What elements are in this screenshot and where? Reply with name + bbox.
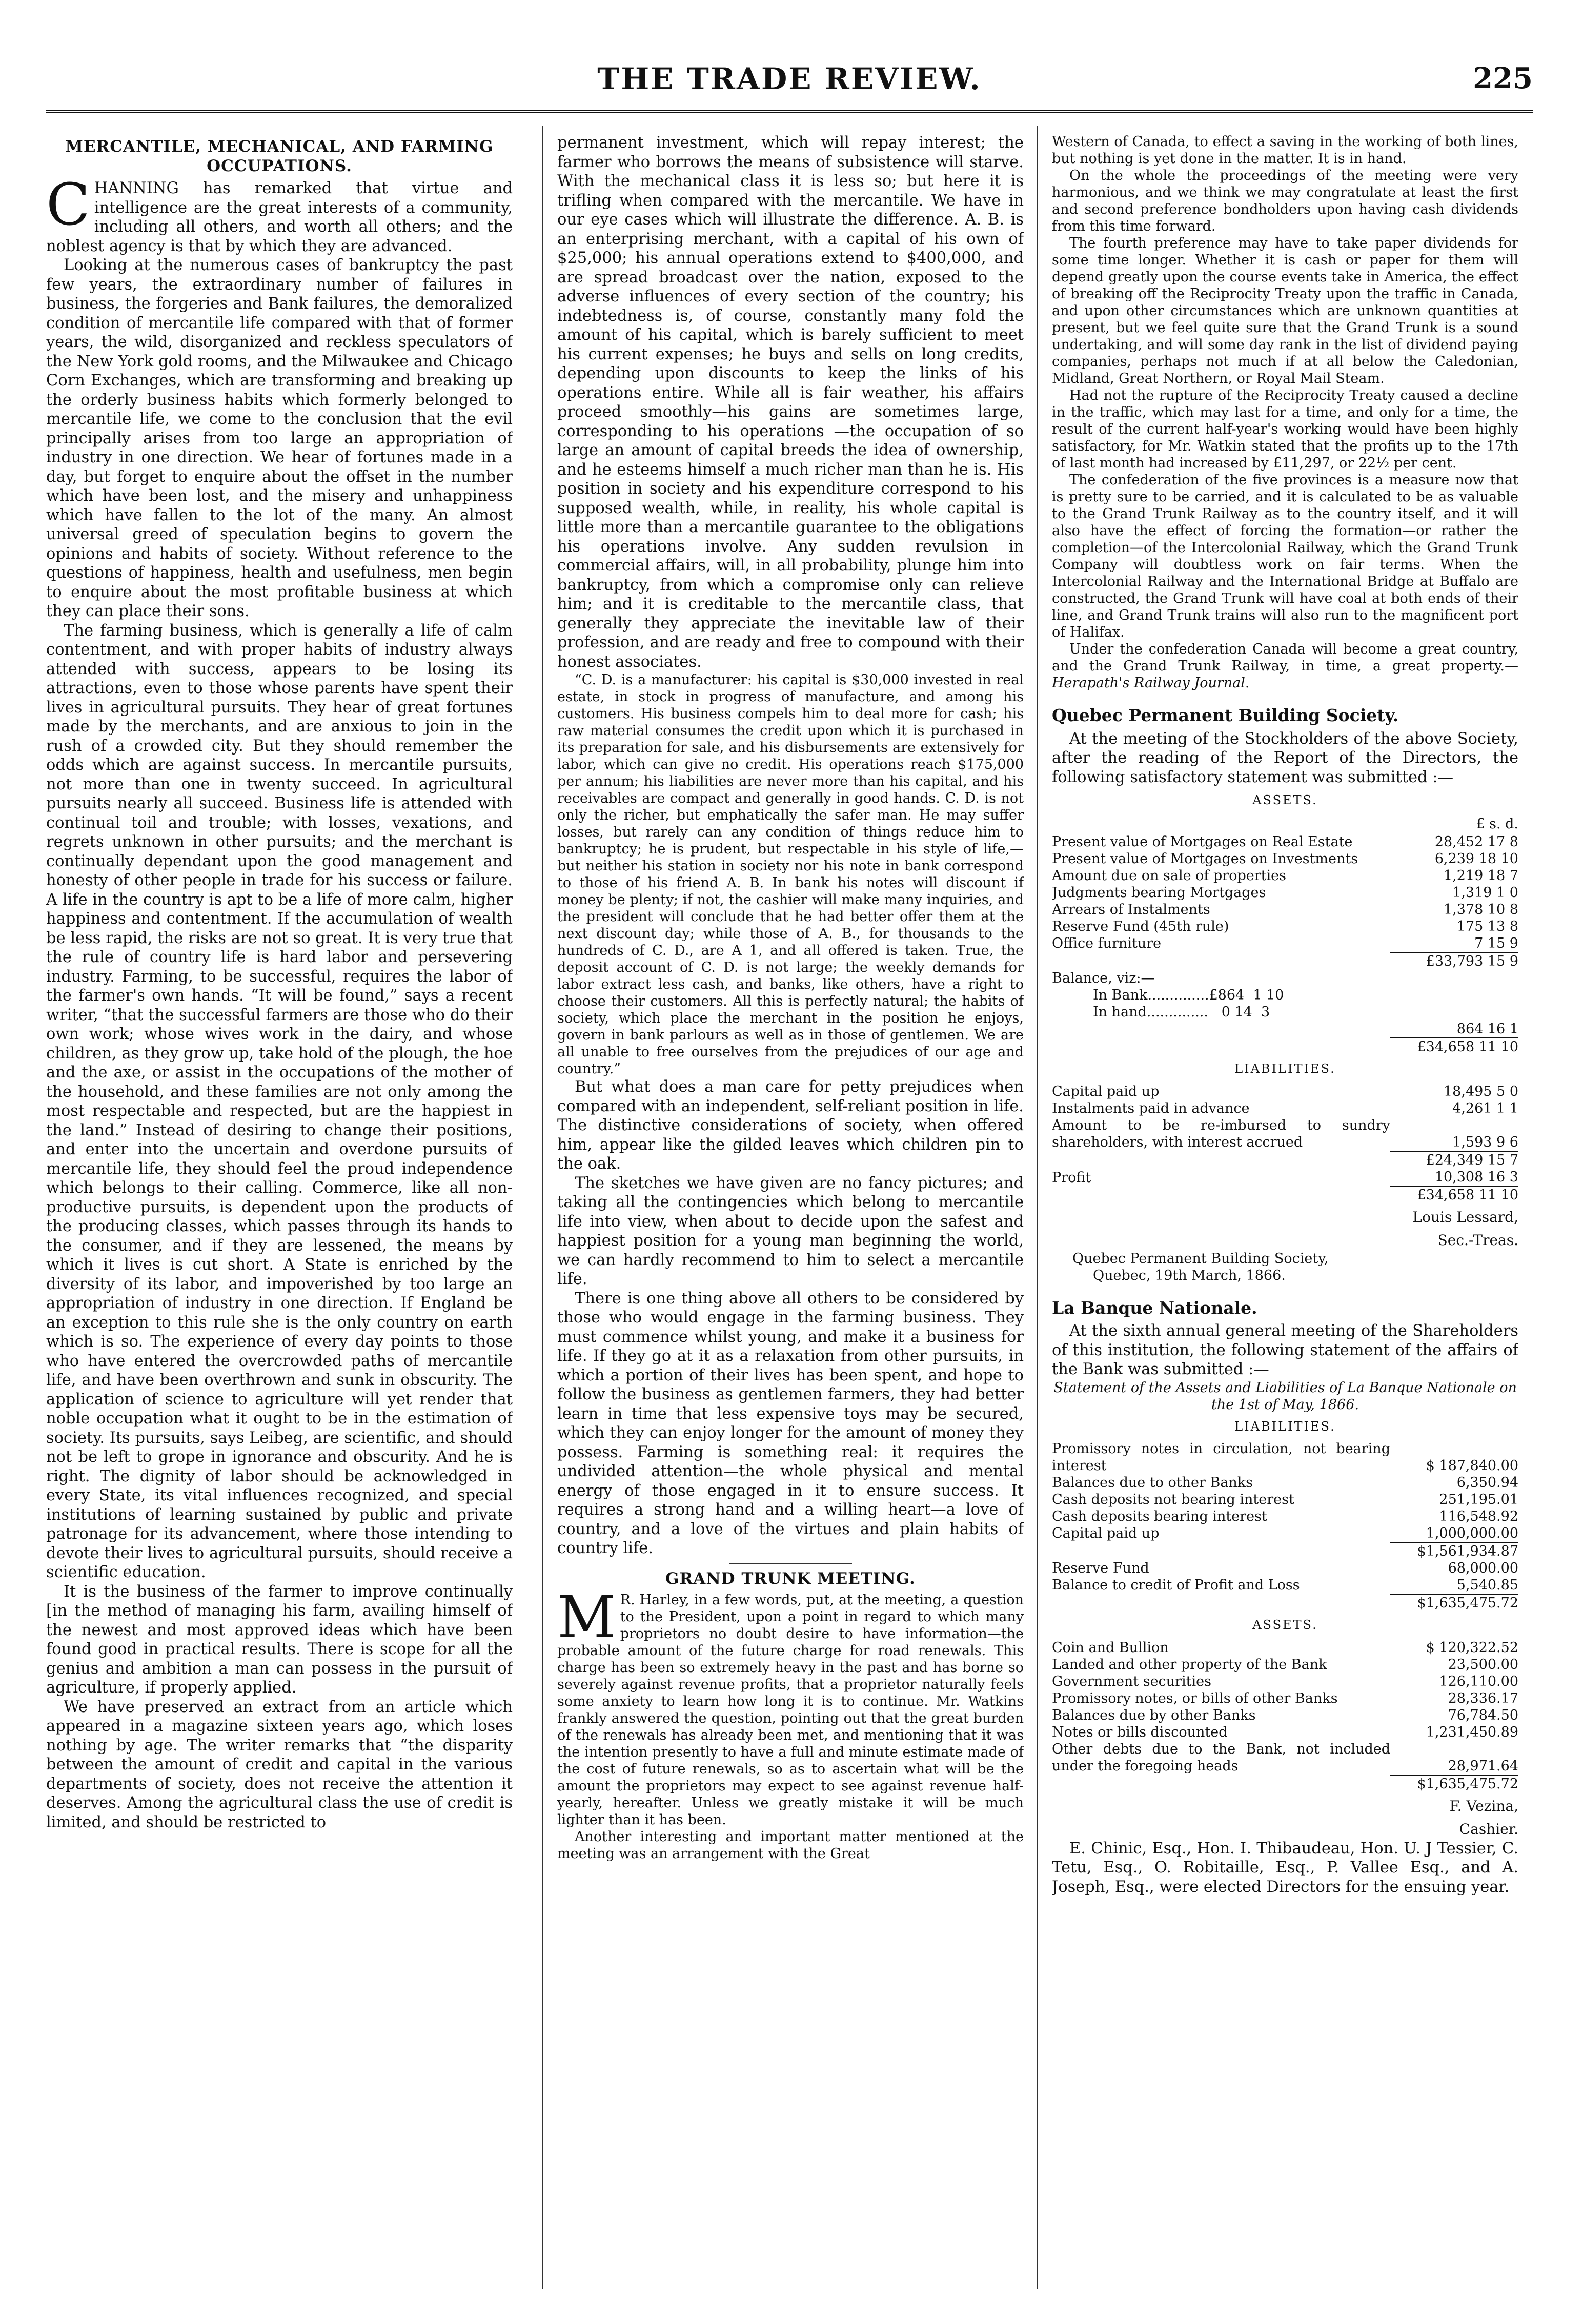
row-label: Balances due to other Banks bbox=[1052, 1475, 1253, 1491]
bn-asset-row bbox=[1052, 1639, 1518, 1656]
row-amount: 7 15 9 bbox=[1474, 935, 1518, 951]
column-divider bbox=[542, 126, 543, 2289]
article-heading: MERCANTILE, MECHANICAL, AND FARMING OCCUPATIONS. bbox=[65, 137, 494, 175]
drop-cap: C bbox=[46, 172, 90, 238]
currency-header: £ s. d. bbox=[1476, 816, 1518, 832]
article-paragraph: The fourth preference may have to take paper dividends for some time longer. Whether it is cash or paper for them will depend greatly upon the course events take in America, the effect of breaking off the Reciprocity Treaty upon the traffic in Canada, and upon other circumstances which are unknown quantities at present, but we feel quite sure that the Grand Trunk is a sound undertaking, and will some day rank in the list of dividend paying companies, perhaps not much if at all below the Caledonian, Midland, Great Northern, or Royal Mail Steam. bbox=[1052, 235, 1518, 386]
signature-name: Louis Lessard, bbox=[1412, 1208, 1518, 1226]
row-label: Balance to credit of Profit and Loss bbox=[1052, 1577, 1300, 1593]
balance-total: 864 16 1 bbox=[1456, 1021, 1518, 1037]
row-label: Reserve Fund bbox=[1052, 1560, 1149, 1576]
assets-total-table bbox=[1052, 952, 1518, 970]
row-amount: 175 13 8 bbox=[1456, 919, 1518, 934]
bn-asset-row bbox=[1052, 1690, 1518, 1707]
article-paragraph: permanent investment, which will repay interest; the farmer who borrows the means of subsistence will starve. With the mechanical class it is less so; but here it is trifling when compared with the mercantile. We have in our eye cases which will illustrate the difference. A. B. is an enterprising merchant, with a capital of his own of $25,000; his annual operations extend to $400,000, and are spread broadcast over the nation, exposed to the adverse influences of every section of the country; his indebtedness is, of course, constantly many fold the amount of his capital, which is barely sufficient to meet his current expenses; he buys and sells on long credits, depending upon discounts to keep the links of his operations entire. While all is fair weather, his affairs proceed smoothly—his gains are sometimes large, corresponding to his operations —the occupation of so large an amount of capital breeds the idea of ownership, and he esteems himself a much richer man than he is. His position in society and his expenditure correspond to his supposed wealth, while, in reality, his whole capital is little more than a mercantile guarantee to the obligations his operations involve. Any sudden revulsion in commercial affairs, will, in all probability, plunge him into bankruptcy, from which a compromise only can relieve him; and it is creditable to the mercantile class, that generally they appreciate the inevitable law of their profession, and are ready and free to compound with their honest associates. bbox=[557, 134, 1024, 671]
row-amount: 4,261 1 1 bbox=[1452, 1100, 1518, 1116]
liabilities-table bbox=[1052, 1083, 1518, 1151]
grand-total-assets: £34,658 11 10 bbox=[1390, 1038, 1518, 1055]
article-paragraph: Western of Canada, to effect a saving in the working of both lines, but nothing is yet done in the matter. It is in hand. bbox=[1052, 134, 1518, 167]
bn-assets-label: ASSETS. bbox=[1252, 1618, 1318, 1632]
asset-row bbox=[1052, 850, 1518, 867]
row-label: Other debts due to the Bank, not included under the foregoing heads bbox=[1052, 1741, 1390, 1774]
liability-row bbox=[1052, 1100, 1518, 1117]
article-paragraph: At the meeting of the Stockholders of the above Society, after the reading of the Report of the Directors, the following satisfactory statement was submitted :— bbox=[1052, 729, 1518, 786]
bn-liabilities-table-2 bbox=[1052, 1560, 1518, 1594]
drop-cap: M bbox=[557, 1584, 616, 1651]
section-heading: Quebec Permanent Building Society. bbox=[1052, 705, 1399, 725]
bn-liabilities-table bbox=[1052, 1440, 1518, 1542]
liabilities-label: LIABILITIES. bbox=[1234, 1062, 1336, 1076]
bn-assets-total: $1,635,475.72 bbox=[1390, 1775, 1518, 1792]
row-amount: 68,000.00 bbox=[1448, 1560, 1518, 1576]
bn-asset-row bbox=[1052, 1673, 1518, 1690]
row-amount: 126,110.00 bbox=[1439, 1673, 1518, 1689]
bn-asset-row bbox=[1052, 1741, 1518, 1775]
cashier-name: F. Vezina, bbox=[1449, 1797, 1518, 1815]
bn-asset-row bbox=[1052, 1724, 1518, 1741]
row-label: Office furniture bbox=[1052, 935, 1162, 951]
bn-liab-total: $1,635,475.72 bbox=[1390, 1594, 1518, 1612]
row-label: Arrears of Instalments bbox=[1052, 902, 1210, 918]
row-label: Cash deposits not bearing interest bbox=[1052, 1492, 1294, 1507]
row-amount: 116,548.92 bbox=[1439, 1508, 1518, 1524]
balance-in-hand: In hand.............. 0 14 3 bbox=[1093, 1004, 1270, 1020]
paragraph-text: R. Harley, in a few words, put, at the meeting, a question to the President, upon a point in regard to which many proprietors no doubt desire to have information—the probable amount of the future charge for road renewals. This charge has been so extremely heavy in the past and has borne so severely against revenue profits, that a proprietor naturally feels some anxiety to learn how long it is to continue. Mr. Watkins frankly answered the question, pointing out that the great burden of the renewals has already been met, and mentioning that it was the intention presently to have a full and minute estimate made of the cost of future renewals, so as to ascertain what will be the amount the proprietors may expect to see against revenue half-yearly, hereafter. Unless we greatly mistake it will be much lighter than it has been. bbox=[557, 1592, 1024, 1828]
balance-total-table bbox=[1052, 1021, 1518, 1055]
article-paragraph: There is one thing above all others to be considered by those who would engage in the farming business. They must commence whilst young, and make it a business for life. If they go at it as a relaxation from other pursuits, in which a portion of their lives has been spent, and hope to follow the business as gentlemen farmers, they had better learn in time that less expensive toys may be secured, which they can enjoy longer for the amount of money they possess. Farming is something real: it requires the undivided attention—the whole physical and mental energy of those engaged in it to ensure success. It requires a strong hand and a willing heart—a love of country, and a love of the virtues and plain habits of country life. bbox=[557, 1289, 1024, 1557]
signature-date: Quebec, 19th March, 1866. bbox=[1093, 1267, 1286, 1283]
bn-assets-total-table bbox=[1052, 1775, 1518, 1792]
row-amount: 76,784.50 bbox=[1448, 1707, 1518, 1723]
row-amount: 5,540.85 bbox=[1456, 1577, 1518, 1593]
signature-title: Sec.-Treas. bbox=[1437, 1232, 1518, 1249]
row-amount: 6,350.94 bbox=[1456, 1475, 1518, 1491]
article-paragraph bbox=[1052, 641, 1518, 691]
article-heading: GRAND TRUNK MEETING. bbox=[665, 1569, 916, 1588]
row-label: Present value of Mortgages on Real Estate bbox=[1052, 834, 1353, 850]
bn-liability-row bbox=[1052, 1577, 1518, 1594]
asset-row bbox=[1052, 935, 1518, 952]
page-number: 225 bbox=[1473, 62, 1533, 95]
row-label: Government securities bbox=[1052, 1673, 1211, 1689]
liability-row bbox=[1052, 1083, 1518, 1100]
profit-amount: 10,308 16 3 bbox=[1434, 1169, 1518, 1185]
statement-caption: Statement of the Assets and Liabilities of La Banque Nationale on the 1st of May, 1866. bbox=[1053, 1379, 1517, 1413]
row-label: Capital paid up bbox=[1052, 1525, 1160, 1541]
header-rule bbox=[46, 110, 1533, 113]
profit-label: Profit bbox=[1052, 1169, 1091, 1186]
row-label: Cash deposits bearing interest bbox=[1052, 1508, 1267, 1524]
row-label: Present value of Mortgages on Investments bbox=[1052, 851, 1358, 867]
asset-row bbox=[1052, 884, 1518, 901]
row-label: Promissory notes, or bills of other Banks bbox=[1052, 1690, 1338, 1706]
bn-liab-subtotal-table bbox=[1052, 1542, 1518, 1560]
article-paragraph: E. Chinic, Esq., Hon. I. Thibaudeau, Hon. U. J Tessier, C. Tetu, Esq., O. Robitaille, Esq., P. Vallee Esq., and A. Joseph, Esq., were elected Directors for the ensuing year. bbox=[1052, 1839, 1518, 1896]
row-amount: $ 120,322.52 bbox=[1426, 1639, 1518, 1656]
page-header bbox=[46, 62, 1533, 108]
bn-liability-row bbox=[1052, 1474, 1518, 1491]
bn-liability-row bbox=[1052, 1440, 1518, 1474]
balance-in-bank: In Bank..............£864 1 10 bbox=[1093, 987, 1284, 1003]
article-paragraph: On the whole the proceedings of the meeting were very harmonious, and we think we may congratulate at least the first and second preference bondholders upon having cash dividends from this time forward. bbox=[1052, 168, 1518, 234]
liabilities-total: £34,658 11 10 bbox=[1390, 1186, 1518, 1204]
row-label: Landed and other property of the Bank bbox=[1052, 1656, 1327, 1673]
asset-row bbox=[1052, 833, 1518, 850]
bn-asset-row bbox=[1052, 1656, 1518, 1673]
row-amount: 28,336.17 bbox=[1448, 1690, 1518, 1706]
balance-label: Balance, viz:— bbox=[1052, 970, 1155, 986]
article-paragraph: The sketches we have given are no fancy pictures; and taking all the contingencies which belong to mercantile life into view, when about to decide upon the safest and happiest position for a young man beginning the world, we can hardly recommend to him to select a mercantile life. bbox=[557, 1174, 1024, 1288]
row-amount: $ 187,840.00 bbox=[1426, 1458, 1518, 1474]
assets-table bbox=[1052, 833, 1518, 952]
article-paragraph: The farming business, which is generally a life of calm contentment, and with proper habits of industry always attended with success, appears to be losing its attractions, even to those whose parents have spent their lives in agricultural pursuits. They hear of great fortunes made by the merchants, and are anxious to join in the rush of a crowded city. But they should remember the odds which are against success. In mercantile pursuits, not more than one in twenty succeed. In agricultural pursuits nearly all succeed. Business life is attended with continual toil and trouble; with losses, vexations, and regrets unknown in other pursuits; and the merchant is continually dependant upon the good management and honesty of other people in trade for his success or failure. A life in the country is apt to be a life of more calm, higher happiness and contentment. If the accumulation of wealth be less rapid, the risks are not so great. It is very true that the rule of country life is hard labor and persevering industry. Farming, to be successful, requires the labor of the farmer's own hands. “It will be found,” says a recent writer, “that the successful farmers are those who do their own work; whose wives work in the dairy, and whose children, as they grow up, take hold of the plough, the hoe and the axe, or assist in the occupations of the mother of the household, and these families are not only among the most respectable and respected, but are the happiest in the land.” Instead of desiring to change their positions, and enter into the uncertain and overdone pursuits of mercantile life, they should feel the proud independence which belongs to their calling. Commerce, like all non-productive pursuits, is dependent upon the products of the producing classes, which passes through its hands to the consumer, and if they are lessened, the means by which it lives is cut short. A State is enriched by the diversity of its labor, and impoverished by too large an appropriation of industry in one direction. If England be an exception to this rule she is the only country on earth which is so. The experience of every day points to those who have entered the overcrowded paths of mercantile life, and have been overthrown and sunk in obscurity. The application of science to agriculture will yet render that noble occupation what it ought to be in the estimation of society. Its pursuits, says Leibeg, are scientific, and should not be left to grope in ignorance and obscurity. And he is right. The dignity of labor should be acknowledged in every State, its vital influences recognized, and special institutions of learning sustained by public and private patronage for its advancement, where those intending to devote their lives to agricultural pursuits, should receive a scientific education. bbox=[46, 621, 513, 1581]
row-amount: 1,219 18 7 bbox=[1444, 868, 1518, 884]
asset-row bbox=[1052, 918, 1518, 935]
row-label: Reserve Fund (45th rule) bbox=[1052, 919, 1229, 934]
row-label: Promissory notes in circulation, not bearing interest bbox=[1052, 1441, 1390, 1474]
row-label: Judgments bearing Mortgages bbox=[1052, 885, 1266, 901]
bn-liab-subtotal: $1,561,934.87 bbox=[1390, 1542, 1518, 1560]
row-label: Instalments paid in advance bbox=[1052, 1100, 1250, 1116]
source-credit: —Herapath's Railway Journal. bbox=[1052, 658, 1518, 691]
liabilities-total-table bbox=[1052, 1151, 1518, 1204]
bn-liab-total-table bbox=[1052, 1594, 1518, 1612]
row-label: Amount to be re-imbursed to sundry shareholders, with interest accrued bbox=[1052, 1117, 1390, 1150]
article-paragraph: But what does a man care for petty prejudices when compared with an independent, self-reliant position in life. The distinctive considerations of society, when offered him, appear like the gilded leaves which children pin to the oak. bbox=[557, 1078, 1024, 1173]
article-paragraph: Had not the rupture of the Reciprocity Treaty caused a decline in the traffic, which may last for a time, and only for a time, the result of the current half-year's working would have been highly satisfactory, for Mr. Watkin stated that the profits up to the 17th of last month had increased by £11,297, or 22½ per cent. bbox=[1052, 388, 1518, 471]
quoted-paragraph: “C. D. is a manufacturer: his capital is $30,000 invested in real estate, in stock in progress of manufacture, and among his customers. His business compels him to deal more for cash; his raw material consumes the credit upon which it is purchased in its preparation for sale, and his disbursements are extensively for labor, which can give no credit. His operations reach $175,000 per annum; his liabilities are never more than his capital, and his receivables are compact and generally in good hands. C. D. is not only the richer, but emphatically the safer man. He may suffer losses, but rarely can any condition of things reduce him to bankruptcy; he is prudent, but respectable in his style of life,—but neither his station in society nor his note in bank correspond to those of his friend A. B. In bank his notes will discount if money be plenty; if not, the cashier will make many inquiries, and the president will conclude that he had better offer them at the next discount day; while those of A. B., for thousands to the hundreds of C. D., are A 1, and all offered is taken. True, the deposit account of C. D. is not large; the weekly demands for labor extract less cash, and banks, like others, have a right to choose their customers. All this is perfectly natural; the habits of society, which place the merchant in the position he enjoys, govern in bank parlours as well as in those of gentlemen. We are all unable to free ourselves from the prejudices of our age and country.” bbox=[557, 672, 1024, 1077]
row-amount: 251,195.01 bbox=[1439, 1492, 1518, 1507]
column-3 bbox=[1052, 133, 1518, 2286]
row-label: Notes or bills discounted bbox=[1052, 1724, 1228, 1740]
row-amount: 1,231,450.89 bbox=[1426, 1724, 1518, 1740]
row-label: Amount due on sale of properties bbox=[1052, 868, 1286, 884]
article-paragraph: The confederation of the five provinces is a measure now that is pretty sure to be carried, and it is calculated to be as valuable to the Grand Trunk Railway as to the country itself, and it will also have the effect of forcing the formation—or rather the completion—of the Intercolonial Railway, which the Grand Trunk Company will doubtless work on fair terms. When the Intercolonial Railway and the International Bridge at Buffalo are constructed, the Grand Trunk will have coal at both ends of their line, and Grand Trunk trains will also run to the magnificent port of Halifax. bbox=[1052, 472, 1518, 640]
column-1 bbox=[46, 133, 513, 2286]
article-paragraph: It is the business of the farmer to improve continually [in the method of managing his farm, availing himself of the newest and most approved ideas which have been found good in practical results. There is scope for all the genius and ambition a man can possess in the pursuit of agriculture, if properly applied. bbox=[46, 1582, 513, 1697]
assets-label: ASSETS. bbox=[1252, 793, 1318, 807]
bn-liability-row bbox=[1052, 1525, 1518, 1542]
asset-row bbox=[1052, 901, 1518, 918]
article-paragraph: Looking at the numerous cases of bankruptcy the past few years, the extraordinary number of failures in business, the forgeries and Bank failures, the demoralized condition of mercantile life compared with that of former years, the wild, disorganized and reckless speculators of the New York gold rooms, and the Milwaukee and Chicago Corn Exchanges, which are transforming and breaking up the orderly business habits which formerly belonged to mercantile life, we come to the conclusion that the evil principally arises from too large an appropriation of industry in one direction. We hear of fortunes made in a day, but forget to enquire about the offset in the number which have been lost, and the misery and unhappiness which have fallen to the lot of the many. An almost universal greed of speculation begins to govern the opinions and habits of society. Without reference to the questions of happiness, health and usefulness, men begin to enquire about the most profitable business at which they can place their sons. bbox=[46, 256, 513, 620]
bn-assets-table bbox=[1052, 1639, 1518, 1775]
article-paragraph bbox=[557, 1584, 1024, 1828]
column-divider bbox=[1037, 126, 1038, 2289]
row-amount: 18,495 5 0 bbox=[1444, 1083, 1518, 1099]
row-label: Coin and Bullion bbox=[1052, 1639, 1169, 1656]
row-amount: 23,500.00 bbox=[1448, 1656, 1518, 1673]
section-heading: La Banque Nationale. bbox=[1052, 1297, 1257, 1318]
article-paragraph: At the sixth annual general meeting of the Shareholders of this institution, the following statement of the affairs of the Bank was submitted :— bbox=[1052, 1322, 1518, 1378]
row-amount: 28,452 17 8 bbox=[1434, 834, 1518, 850]
article-paragraph: We have preserved an extract from an article which appeared in a magazine sixteen years ago, which loses nothing by age. The writer remarks that “the disparity between the amount of credit and capital in the various departments of society, does not receive the attention it deserves. Among the agricultural class the use of credit is limited, and should be restricted to bbox=[46, 1698, 513, 1831]
row-amount: 6,239 18 10 bbox=[1434, 851, 1518, 867]
row-amount: 1,000,000.00 bbox=[1426, 1525, 1518, 1541]
column-2 bbox=[557, 133, 1024, 2286]
publication-title: THE TRADE REVIEW. bbox=[597, 62, 982, 96]
row-amount: 1,378 10 8 bbox=[1444, 902, 1518, 918]
row-amount: 1,319 1 0 bbox=[1452, 885, 1518, 901]
article-paragraph bbox=[46, 172, 513, 256]
assets-total: £33,793 15 9 bbox=[1390, 952, 1518, 970]
paragraph-text: Under the confederation Canada will become a great country, and the Grand Trunk Railway, in time, a great property. bbox=[1052, 641, 1518, 674]
section-separator bbox=[729, 1563, 852, 1564]
asset-row bbox=[1052, 867, 1518, 884]
bn-liabilities-label: LIABILITIES. bbox=[1234, 1419, 1336, 1434]
row-amount: 28,971.64 bbox=[1448, 1758, 1518, 1774]
liabilities-subtotal: £24,349 15 7 bbox=[1390, 1151, 1518, 1169]
signature-place: Quebec Permanent Building Society, bbox=[1072, 1250, 1329, 1267]
row-amount: 1,593 9 6 bbox=[1452, 1134, 1518, 1150]
liability-row bbox=[1052, 1117, 1518, 1151]
row-label: Balances due by other Banks bbox=[1052, 1707, 1256, 1723]
bn-liability-row bbox=[1052, 1560, 1518, 1577]
bn-liability-row bbox=[1052, 1491, 1518, 1508]
row-label: Capital paid up bbox=[1052, 1083, 1160, 1099]
paragraph-text: HANNING has remarked that virtue and intelligence are the great interests of a community, including all others, and worth all others; and the noblest agency is that by which they are advanced. bbox=[46, 179, 513, 255]
article-paragraph: Another interesting and important matter mentioned at the meeting was an arrangement with the Great bbox=[557, 1829, 1024, 1862]
cashier-title: Cashier. bbox=[1459, 1821, 1518, 1838]
bn-asset-row bbox=[1052, 1707, 1518, 1724]
bn-liability-row bbox=[1052, 1508, 1518, 1525]
